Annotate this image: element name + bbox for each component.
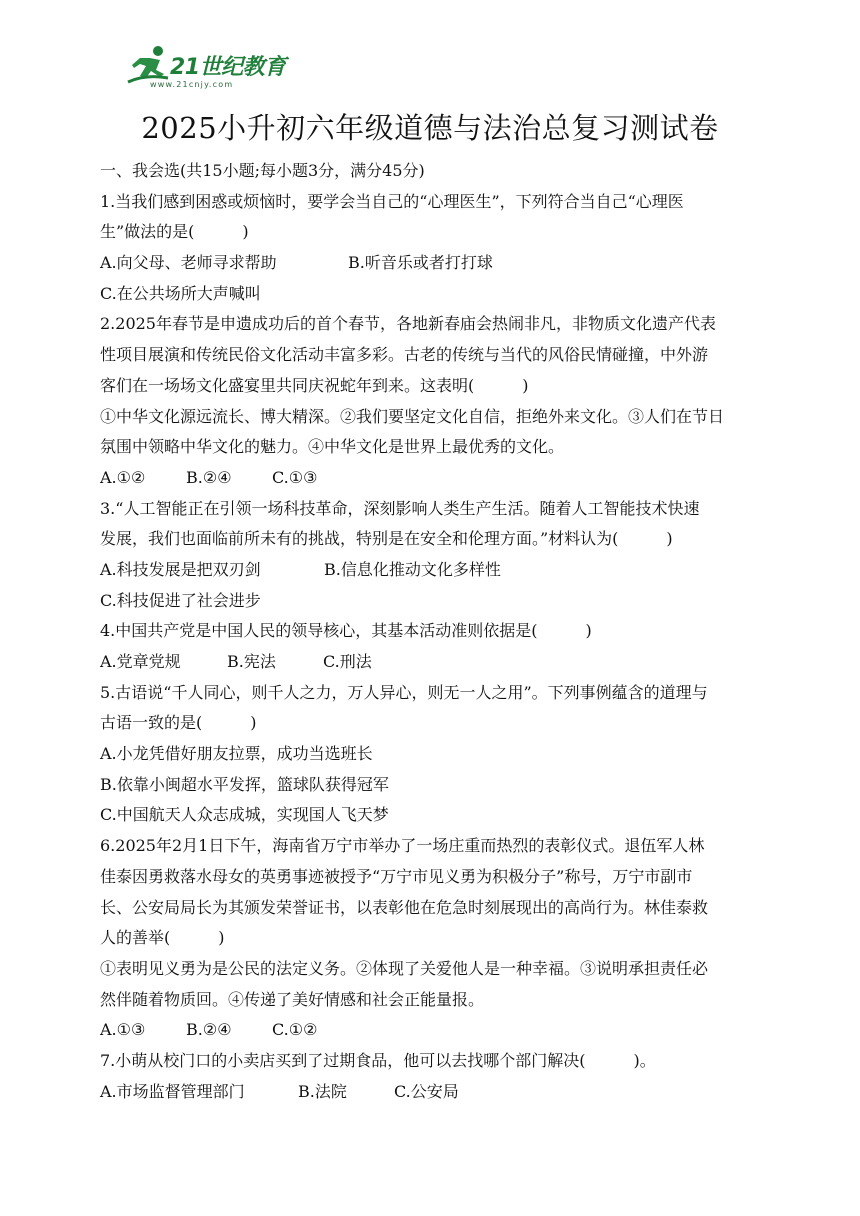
question-5-text-line: 古语一致的是( ) xyxy=(100,713,257,733)
option-c: C.①③ xyxy=(272,467,318,487)
question-3-text-line: 3.“人工智能正在引领一场科技革命，深刻影响人类生产生活。随着人工智能技术快速 xyxy=(100,498,700,518)
option-a: A.①② xyxy=(100,467,146,487)
question-2-text-line: 2.2025年春节是申遗成功后的首个春节，各地新春庙会热闹非凡，非物质文化遗产代表 xyxy=(100,314,716,334)
option-c: C.科技促进了社会进步 xyxy=(100,590,261,610)
question-1-options-row xyxy=(100,248,765,279)
question-7-options-row xyxy=(100,1077,765,1108)
question-2-text-line: 性项目展演和传统民俗文化活动丰富多彩。古老的传统与当代的风俗民情碰撞，中外游 xyxy=(100,345,709,365)
logo-brand: 21世纪教育 xyxy=(170,55,286,80)
question-5-text-line: 5.古语说“千人同心，则千人之力，万人异心，则无一人之用”。下列事例蕴含的道理与 xyxy=(100,682,708,702)
option-c: C.在公共场所大声喊叫 xyxy=(100,283,261,303)
question-1-text-line: 生”做法的是( ) xyxy=(100,222,249,242)
option-c: C.①② xyxy=(272,1020,318,1040)
question-1-text-line: 1.当我们感到困惑或烦恼时，要学会当自己的“心理医生”，下列符合当自己“心理医 xyxy=(100,191,684,211)
logo-url: www.21cnjy.com xyxy=(150,80,234,89)
question-4-text-line: 4.中国共产党是中国人民的领导核心，其基本活动准则依据是( ) xyxy=(100,621,592,641)
question-7-text-line: 7.小萌从校门口的小卖店买到了过期食品，他可以去找哪个部门解决( )。 xyxy=(100,1050,656,1070)
option-a: A.科技发展是把双刃剑 xyxy=(100,559,261,579)
option-a: A.党章党规 xyxy=(100,652,181,671)
question-6-statement-line: 然伴随着物质回。④传递了美好情感和社会正能量报。 xyxy=(100,989,485,1009)
question-6-statement-line: ①表明见义勇为是公民的法定义务。②体现了关爱他人是一种幸福。③说明承担责任必 xyxy=(100,958,709,978)
option-b: B.信息化推动文化多样性 xyxy=(324,559,501,579)
question-2-options-row xyxy=(100,463,765,494)
question-4-options-row xyxy=(100,647,765,678)
exam-content xyxy=(100,156,765,1107)
logo xyxy=(120,44,290,94)
option-b: B.宪法 xyxy=(227,652,276,671)
question-6-options-row xyxy=(100,1015,765,1046)
option-b: B.②④ xyxy=(186,1020,232,1040)
option-a: A.市场监督管理部门 xyxy=(100,1081,245,1101)
option-a: A.①③ xyxy=(100,1020,146,1040)
option-c: C.公安局 xyxy=(394,1081,459,1101)
option-b: B.听音乐或者打打球 xyxy=(348,253,493,273)
option-c: C.中国航天人众志成城，实现国人飞天梦 xyxy=(100,805,389,825)
option-a: A.小龙凭借好朋友拉票，成功当选班长 xyxy=(100,744,373,764)
option-b: B.法院 xyxy=(298,1081,347,1101)
section-header: 一、我会选(共15小题;每小题3分，满分45分) xyxy=(100,161,425,180)
question-6-text-line: 人的善举( ) xyxy=(100,928,225,948)
option-c: C.刑法 xyxy=(323,652,372,671)
option-b: B.依靠小闽超水平发挥，篮球队获得冠军 xyxy=(100,774,389,794)
question-6-text-line: 6.2025年2月1日下午，海南省万宁市举办了一场庄重而热烈的表彰仪式。退伍军人林 xyxy=(100,836,705,856)
question-3-options-row xyxy=(100,555,765,586)
option-a: A.向父母、老师寻求帮助 xyxy=(100,253,277,273)
question-3-text-line: 发展，我们也面临前所未有的挑战，特别是在安全和伦理方面。”材料认为( ) xyxy=(100,529,673,549)
question-6-text-line: 佳泰因勇救落水母女的英勇事迹被授予“万宁市见义勇为积极分子”称号，万宁市副市 xyxy=(100,866,693,886)
question-2-statement-line: ①中华文化源远流长、博大精深。②我们要坚定文化自信，拒绝外来文化。③人们在节日 xyxy=(100,406,725,426)
question-2-statement-line: 氛围中领略中华文化的魅力。④中华文化是世界上最优秀的文化。 xyxy=(100,437,565,457)
option-b: B.②④ xyxy=(186,467,232,487)
question-2-text-line: 客们在一场场文化盛宴里共同庆祝蛇年到来。这表明( ) xyxy=(100,375,529,395)
question-6-text-line: 长、公安局局长为其颁发荣誉证书，以表彰他在危急时刻展现出的高尚行为。林佳泰救 xyxy=(100,897,709,917)
page-title: 2025小升初六年级道德与法治总复习测试卷 xyxy=(141,111,719,145)
